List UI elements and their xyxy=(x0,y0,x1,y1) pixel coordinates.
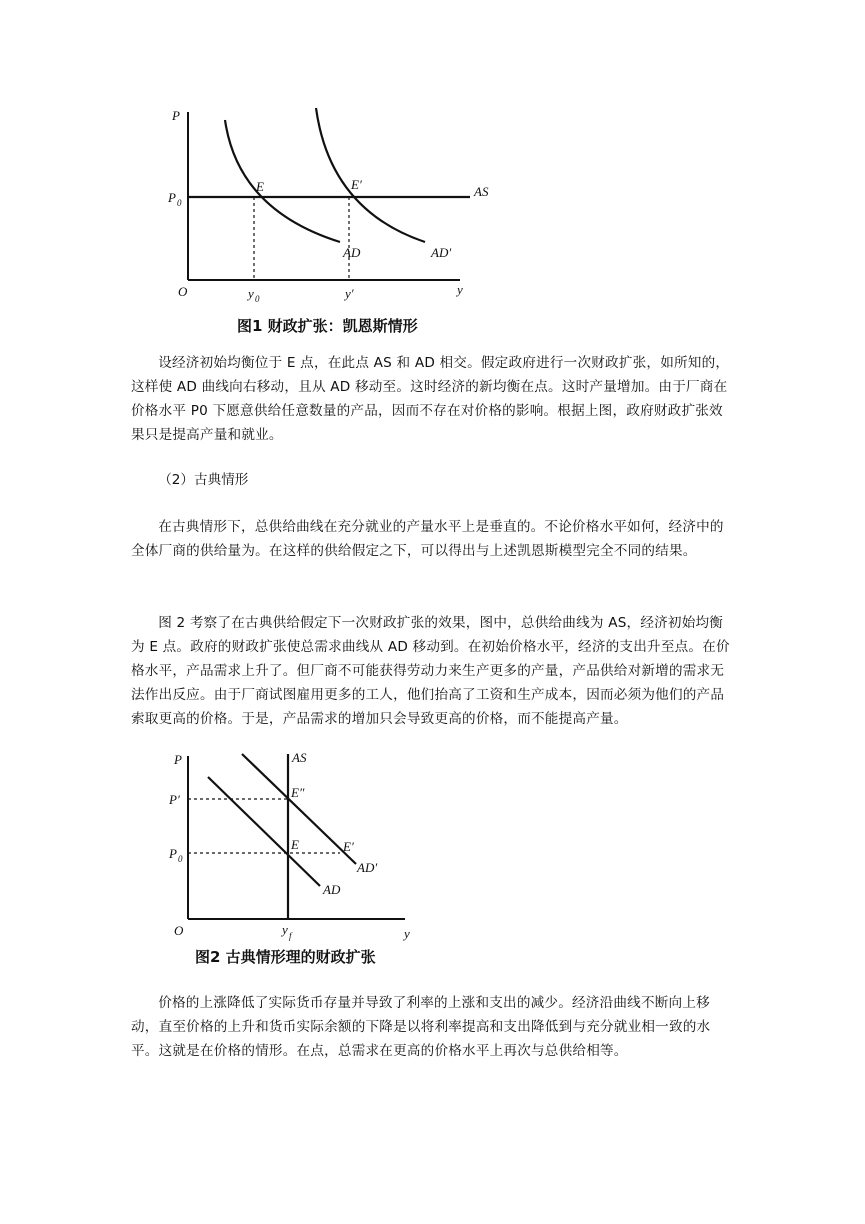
paragraph-classical-intro: 在古典情形下，总供给曲线在充分就业的产量水平上是垂直的。不论价格水平如何，经济中的全体厂商的供给量为。在这样的供给假定之下，可以得出与上述凯恩斯模型完全不同的结果。 xyxy=(131,519,724,559)
ad-label: AD xyxy=(323,882,341,897)
as-label: AS xyxy=(292,750,307,765)
figure-1-graph xyxy=(160,100,500,340)
figure-2-graph xyxy=(160,744,430,974)
paragraph-price-adjustment: 价格的上涨降低了实际货币存量并导致了利率的上涨和支出的减少。经济沿曲线不断向上移动，直至价格的上升和货币实际余额的下降是以将利率提高和支出降低到与充分就业相一致的水平。这就是在价格的情形。在点，总需求在更高的价格水平上再次与总供给相等。 xyxy=(131,995,711,1059)
e-double-prime-label: E″ xyxy=(291,785,305,800)
ad-prime-label: AD′ xyxy=(357,860,378,875)
paragraph-keynesian: 设经济初始均衡位于 E 点，在此点 AS 和 AD 相交。假定政府进行一次财政扩张，如所知的，这样使 AD 曲线向右移动，且从 AD 移动至。这时经济的新均衡在点。这时产量增加。由于厂商在价格水平 P0 下愿意供给任意数量的产品，因而不存在对价格的影响。根据上图，政府财政扩张效果只是提高产量和就业。 xyxy=(131,355,730,443)
p-prime-label: P′ xyxy=(169,792,180,807)
e-label: E xyxy=(291,837,299,852)
as-label: AS xyxy=(474,184,489,199)
yf-subscript: f xyxy=(289,931,292,941)
origin-label: O xyxy=(174,923,184,938)
y-axis-label: y xyxy=(404,926,410,941)
p0-label: P xyxy=(169,846,177,861)
e-prime-label: E′ xyxy=(343,839,354,854)
figure-2 xyxy=(160,744,430,974)
section-heading-classical: （2）古典情形 xyxy=(158,472,249,488)
figure-1 xyxy=(160,100,500,340)
figure-1-caption: 图1 财政扩张：凯恩斯情形 xyxy=(237,317,418,335)
p-axis-label: P xyxy=(174,752,182,767)
ad-label: AD xyxy=(343,245,361,260)
figure-2-caption: 图2 古典情形理的财政扩张 xyxy=(195,948,376,966)
p-axis-label: P xyxy=(172,108,180,123)
yf-label: y xyxy=(282,922,288,937)
e-prime-label: E′ xyxy=(351,177,362,192)
p0-subscript: 0 xyxy=(177,198,182,208)
y-axis-label: y xyxy=(457,282,463,297)
paragraph-figure-2-explanation: 图 2 考察了在古典供给假定下一次财政扩张的效果，图中，总供给曲线为 AS，经济初始均衡为 E 点。政府的财政扩张使总需求曲线从 AD 移动到。在初始价格水平，经济的支出升至点。在价格水平，产品需求上升了。但厂商不可能获得劳动力来生产更多的产量，产品供给对新增的需求无法作出反应。由于厂商试图雇用更多的工人，他们抬高了工资和生产成本，因而必须为他们的产品索取更高的价格。于是，产品需求的增加只会导致更高的价格，而不能提高产量。 xyxy=(131,615,730,727)
e-label: E xyxy=(256,179,264,194)
p0-subscript: 0 xyxy=(178,854,183,864)
y-prime-label: y′ xyxy=(345,286,354,301)
p0-label: P xyxy=(168,190,176,205)
ad-prime-curve xyxy=(242,754,356,864)
y0-label: y xyxy=(248,286,254,301)
ad-prime-label: AD′ xyxy=(431,245,452,260)
y0-subscript: 0 xyxy=(255,294,260,304)
origin-label: O xyxy=(178,284,188,299)
ad-prime-curve xyxy=(316,108,425,242)
